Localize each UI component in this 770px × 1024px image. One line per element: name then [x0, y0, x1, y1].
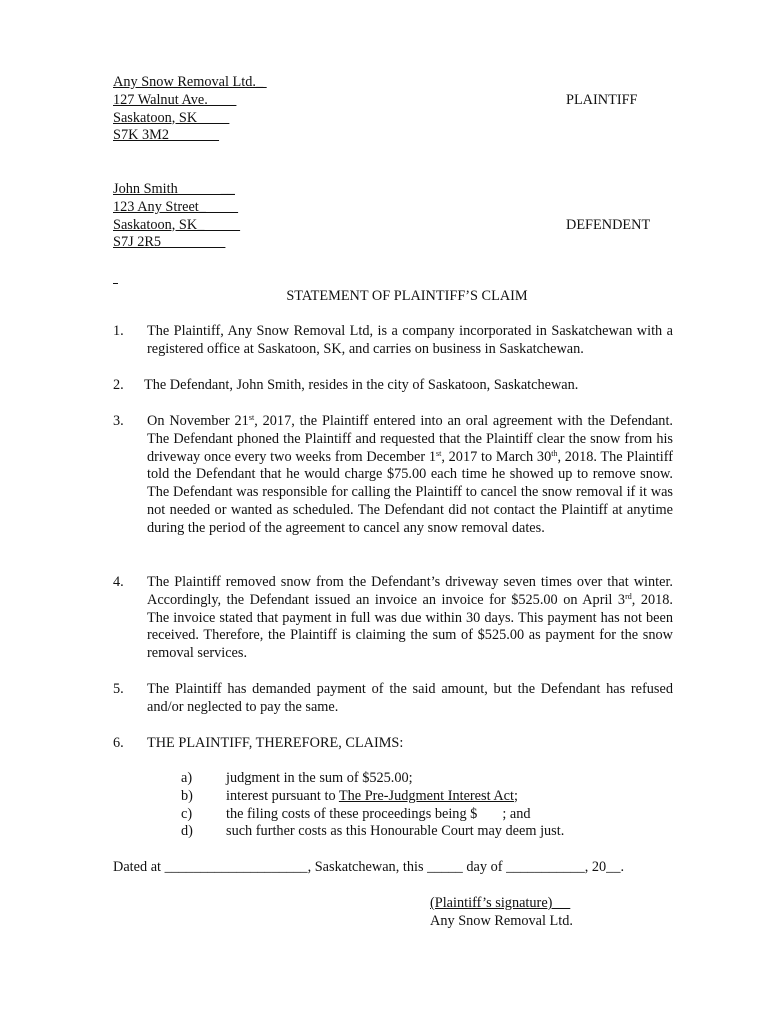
list-item-text: such further costs as this Honourable Court may deem just.	[226, 823, 565, 840]
signature-line: (Plaintiff’s signature)	[430, 895, 571, 911]
paragraph-text: The Defendant, John Smith, resides in the city of Saskatoon, Saskatchewan.	[144, 377, 579, 393]
paragraph-text: THE PLAINTIFF, THEREFORE, CLAIMS:	[147, 735, 404, 751]
defendant-role-label: DEFENDENT	[566, 217, 651, 233]
defendant-address-block	[113, 181, 240, 252]
act-title: The Pre-Judgment Interest Act	[338, 787, 514, 804]
defendant-postal-code: S7J 2R5	[113, 234, 226, 251]
underline-mark	[113, 283, 118, 284]
paragraph-number: 4.	[113, 574, 124, 590]
paragraph-number: 6.	[113, 735, 124, 751]
list-item-text: the filing costs of these proceedings being $ ; and	[226, 805, 531, 822]
list-item-letter: a)	[181, 770, 193, 786]
list-item-letter: c)	[181, 805, 193, 822]
list-item-letter: d)	[181, 823, 193, 840]
defendant-street: 123 Any Street_	[113, 198, 239, 215]
plaintiff-role-label: PLAINTIFF	[566, 92, 638, 108]
paragraph-number: 5.	[113, 681, 124, 697]
plaintiff-name: Any Snow Removal Ltd._	[113, 74, 267, 90]
paragraph-text: The Plaintiff, Any Snow Removal Ltd, is a company incorporated in Saskatchewan with a registered office at Saskatoon, SK, and carries on business in Saskatchewan.	[147, 323, 673, 357]
paragraph-number: 1.	[113, 323, 124, 339]
list-item-text: judgment in the sum of $525.00;	[226, 770, 413, 786]
paragraph-text: On November 21st, 2017, the Plaintiff entered into an oral agreement with the Defendant. The Defendant phoned the Plaintiff and requested that the Plaintiff clear the snow from his driveway once every two weeks from December 1st, 2017 to March 30th, 2018. The Plaintiff told the Defendant that he would charge $75.00 each time he showed up to remove snow. The Defendant was responsible for calling the Plaintiff to cancel the snow removal if it was not needed or wanted as scheduled. The Defendant did not contact the Plaintiff at anytime during the period of the agreement to cancel any snow removal dates.	[147, 413, 674, 536]
paragraph-number: 3.	[113, 413, 124, 429]
paragraph-text: The Plaintiff removed snow from the Defendant’s driveway seven times over that winter. Accordingly, the Defendant issued an invoice an invoice for $525.00 on April 3rd, 2018. The invoice stated that payment in full was due within 30 days. This payment has not been received. Therefore, the Plaintiff is claiming the sum of $525.00 as payment for the snow removal services.	[147, 574, 673, 662]
defendant-city: Saskatoon, SK_	[113, 216, 241, 233]
paragraph-text: The Plaintiff has demanded payment of the said amount, but the Defendant has refused and/or neglected to pay the same.	[147, 681, 673, 715]
list-item-letter: b)	[181, 787, 193, 804]
document-title: STATEMENT OF PLAINTIFF’S CLAIM	[286, 288, 528, 304]
paragraph-number: 2.	[113, 377, 124, 393]
defendant-name: John Smith __	[113, 181, 235, 197]
plaintiff-city: Saskatoon, SK	[113, 109, 230, 126]
list-item-text: interest pursuant to The Pre-Judgment Interest Act;	[226, 787, 518, 804]
signature-company: Any Snow Removal Ltd.	[430, 912, 573, 929]
plaintiff-postal-code: S7K 3M2	[113, 127, 220, 144]
signature-block	[430, 895, 573, 931]
dated-line: Dated at ____________________, Saskatchewan, this _____ day of ___________, 20__.	[113, 859, 625, 875]
plaintiff-address-block	[113, 74, 267, 145]
plaintiff-street: 127 Walnut Ave.	[113, 91, 237, 108]
